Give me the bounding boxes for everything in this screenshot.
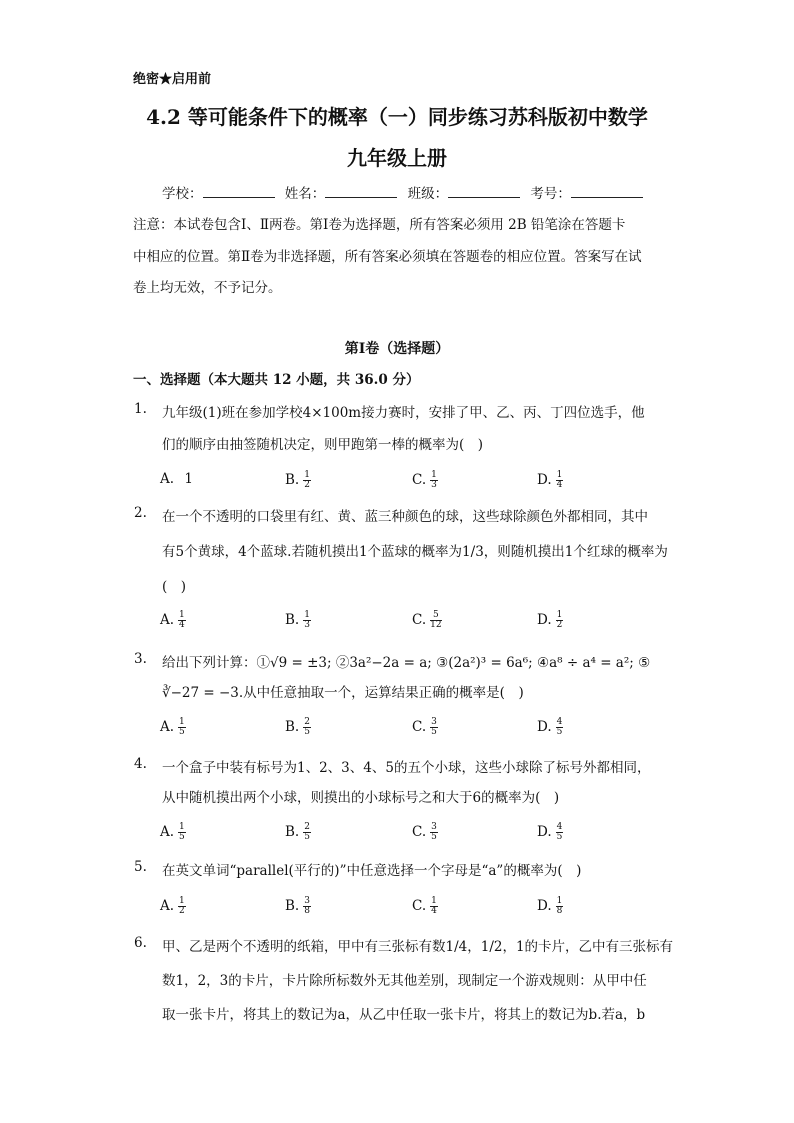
answer-option-a[interactable]: [160, 897, 186, 916]
question-text-line: 给出下列计算：①√9 = ±3; ②3a²−2a = a; ③(2a²)³ = 6a⁶; ④a⁸ ÷ a⁴ = a²; ⑤: [162, 655, 651, 671]
option-fraction: [430, 471, 438, 490]
fraction-numerator: 4: [556, 717, 563, 727]
fraction-numerator: 1: [179, 822, 185, 832]
answer-option-a[interactable]: [160, 471, 193, 487]
section-title: 第Ⅰ卷（选择题）: [344, 341, 450, 357]
option-label: A.: [160, 898, 175, 914]
option-label: A.: [160, 719, 175, 735]
option-label: C.: [412, 719, 427, 735]
option-label: D.: [537, 824, 552, 840]
fraction-denominator: 8: [304, 906, 310, 916]
question-text-line: 甲、乙是两个不透明的纸箱，甲中有三张标有数1/4，1/2，1的卡片，乙中有三张标有: [162, 939, 674, 955]
fraction-denominator: 5: [179, 727, 185, 737]
answer-option-d[interactable]: [537, 897, 563, 916]
option-label: A.: [160, 471, 175, 487]
option-label: D.: [537, 472, 552, 488]
fraction-denominator: 3: [304, 620, 310, 630]
fraction-denominator: 5: [179, 832, 185, 842]
answer-option-d[interactable]: [537, 823, 563, 842]
fraction-numerator: 1: [304, 470, 310, 480]
option-label: D.: [537, 898, 552, 914]
option-fraction: [178, 823, 186, 842]
question-text-line: 在一个不透明的口袋里有红、黄、蓝三种颜色的球，这些球除颜色外都相同，其中: [162, 509, 648, 525]
option-fraction: [556, 897, 564, 916]
fraction-numerator: 3: [431, 822, 437, 832]
answer-option-b[interactable]: [285, 718, 311, 737]
school-label: 学校：: [162, 186, 203, 202]
class-blank[interactable]: [448, 185, 520, 198]
exam-number-label: 考号：: [530, 186, 571, 202]
option-value: 1: [180, 471, 193, 487]
option-fraction: [556, 471, 564, 490]
fraction-numerator: 1: [304, 610, 310, 620]
option-fraction: [556, 718, 564, 737]
option-label: B.: [285, 719, 300, 735]
part-heading: 一、选择题（本大题共 12 小题，共 36.0 分）: [133, 372, 420, 388]
question-number: 1.: [134, 401, 147, 417]
answer-option-c[interactable]: [412, 611, 442, 630]
option-fraction: [556, 823, 564, 842]
notice-line: 卷上均无效，不予记分。: [133, 280, 282, 296]
fraction-denominator: 2: [556, 620, 563, 630]
fraction-denominator: 4: [431, 906, 437, 916]
question-number: 6.: [134, 935, 147, 951]
option-label: B.: [285, 472, 300, 488]
fraction-numerator: 3: [431, 717, 437, 727]
student-info-row: [162, 182, 649, 202]
fraction-numerator: 1: [556, 896, 563, 906]
fraction-numerator: 4: [556, 822, 563, 832]
question-text-line: 一个盒子中装有标号为1、2、3、4、5的五个小球，这些小球除了标号外都相同，: [162, 760, 651, 776]
question-number: 2.: [134, 505, 147, 521]
fraction-denominator: 4: [179, 620, 185, 630]
option-label: B.: [285, 898, 300, 914]
option-label: D.: [537, 612, 552, 628]
fraction-denominator: 2: [179, 906, 185, 916]
page-title-line2: 九年级上册: [347, 146, 447, 170]
question-text-line: 有5个黄球，4个蓝球.若随机摸出1个蓝球的概率为1/3，则随机摸出1个红球的概率为: [162, 544, 668, 560]
answer-option-c[interactable]: [412, 823, 438, 842]
fraction-denominator: 2: [304, 480, 310, 490]
fraction-denominator: 5: [304, 727, 310, 737]
fraction-numerator: 5: [430, 611, 441, 621]
question-text-line: 取一张卡片，将其上的数记为a，从乙中任取一张卡片，将其上的数记为b.若a，b: [162, 1007, 646, 1023]
answer-option-a[interactable]: [160, 611, 186, 630]
page-title-line1: 4.2 等可能条件下的概率（一）同步练习苏科版初中数学: [146, 105, 648, 129]
answer-option-b[interactable]: [285, 897, 311, 916]
name-blank[interactable]: [325, 185, 397, 198]
fraction-numerator: 1: [556, 610, 563, 620]
answer-option-a[interactable]: [160, 718, 186, 737]
option-label: C.: [412, 612, 427, 628]
option-fraction: [430, 897, 438, 916]
fraction-numerator: 1: [431, 470, 437, 480]
answer-option-a[interactable]: [160, 823, 186, 842]
fraction-numerator: 1: [556, 470, 563, 480]
school-blank[interactable]: [203, 185, 275, 198]
question-text-line: 在英文单词“parallel(平行的)”中任意选择一个字母是“a”的概率为( ): [162, 863, 582, 879]
fraction-denominator: 3: [431, 480, 437, 490]
option-label: B.: [285, 824, 300, 840]
fraction-numerator: 1: [179, 717, 185, 727]
fraction-denominator: 12: [430, 620, 442, 630]
answer-option-d[interactable]: [537, 718, 563, 737]
question-text-line: 们的顺序由抽签随机决定，则甲跑第一棒的概率为( ): [162, 437, 484, 453]
question-number: 4.: [134, 756, 147, 772]
fraction-numerator: 1: [431, 896, 437, 906]
option-label: D.: [537, 719, 552, 735]
question-number: 3.: [134, 651, 147, 667]
option-fraction: [178, 611, 186, 630]
answer-option-b[interactable]: [285, 611, 311, 630]
fraction-denominator: 8: [556, 906, 563, 916]
fraction-denominator: 5: [556, 727, 563, 737]
answer-option-d[interactable]: [537, 471, 563, 490]
option-label: A.: [160, 612, 175, 628]
option-label: C.: [412, 472, 427, 488]
option-label: C.: [412, 824, 427, 840]
answer-option-d[interactable]: [537, 611, 563, 630]
option-fraction: [430, 611, 441, 630]
answer-option-b[interactable]: [285, 471, 311, 490]
option-label: C.: [412, 898, 427, 914]
question-text-line: ( ): [162, 579, 187, 595]
fraction-numerator: 1: [179, 896, 185, 906]
answer-option-b[interactable]: [285, 823, 311, 842]
option-label: B.: [285, 612, 300, 628]
question-text-line: 从中随机摸出两个小球，则摸出的小球标号之和大于6的概率为( ): [162, 790, 560, 806]
option-fraction: [303, 471, 311, 490]
option-fraction: [303, 718, 311, 737]
notice-line: 中相应的位置。第Ⅱ卷为非选择题，所有答案必须填在答题卷的相应位置。答案写在试: [133, 249, 642, 265]
fraction-denominator: 5: [304, 832, 310, 842]
fraction-denominator: 5: [431, 832, 437, 842]
option-fraction: [430, 823, 438, 842]
confidential-mark: 绝密★启用前: [133, 72, 212, 87]
answer-option-c[interactable]: [412, 897, 438, 916]
option-fraction: [430, 718, 438, 737]
answer-option-c[interactable]: [412, 471, 438, 490]
fraction-numerator: 3: [304, 896, 310, 906]
question-text-line: ∛−27 = −3.从中任意抽取一个，运算结果正确的概率是( ): [162, 685, 524, 701]
option-fraction: [303, 823, 311, 842]
option-fraction: [178, 897, 186, 916]
notice-line: 注意：本试卷包含Ⅰ、Ⅱ两卷。第Ⅰ卷为选择题，所有答案必须用 2B 铅笔涂在答题卡: [133, 217, 626, 233]
fraction-denominator: 5: [556, 832, 563, 842]
question-text-line: 数1，2，3的卡片，卡片除所标数外无其他差别，现制定一个游戏规则：从甲中任: [162, 973, 647, 989]
question-text-line: 九年级(1)班在参加学校4×100m接力赛时，安排了甲、乙、丙、丁四位选手，他: [162, 405, 645, 421]
fraction-denominator: 4: [556, 480, 563, 490]
option-fraction: [303, 897, 311, 916]
fraction-numerator: 1: [179, 610, 185, 620]
fraction-denominator: 5: [431, 727, 437, 737]
question-number: 5.: [134, 859, 147, 875]
fraction-numerator: 2: [304, 717, 310, 727]
class-label: 班级：: [407, 186, 449, 202]
name-label: 姓名：: [284, 186, 326, 202]
fraction-numerator: 2: [304, 822, 310, 832]
option-fraction: [556, 611, 564, 630]
exam-number-blank[interactable]: [571, 185, 643, 198]
answer-option-c[interactable]: [412, 718, 438, 737]
option-fraction: [178, 718, 186, 737]
option-fraction: [303, 611, 311, 630]
option-label: A.: [160, 824, 175, 840]
